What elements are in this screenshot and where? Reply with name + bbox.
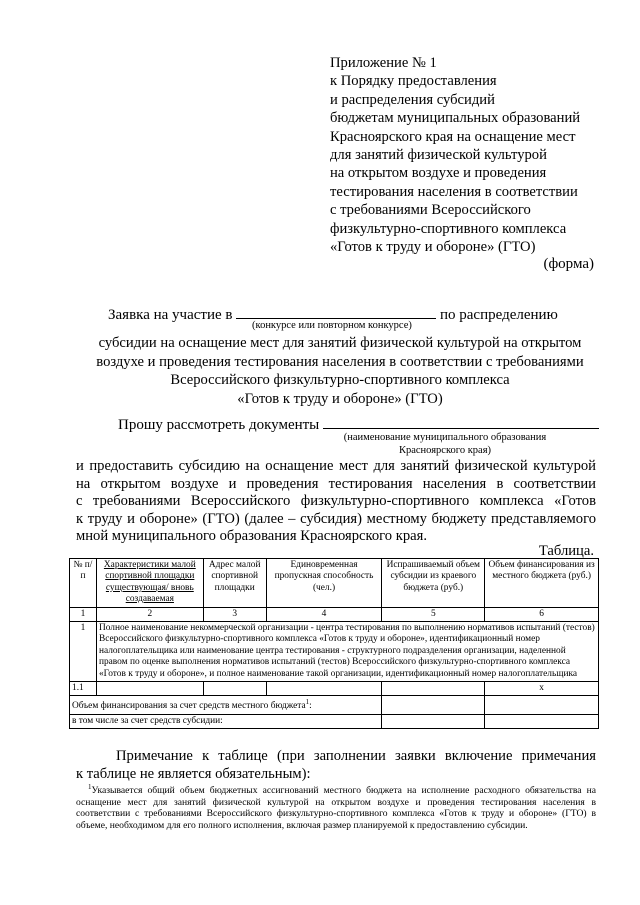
footnote-text: Указывается общий объем бюджетных ассигнований местного бюджета на исполнение расходного обязательства на оснащение мест для занятий физической культурой на открытом воздухе и проведения тестирования населения в соответствии с требованиями Всероссийского физкультурно-спортивного комплекса «Готов к труду и обороне» (ГТО) в объеме, необходимом для его полного исполнения, включая размер планируемой к предоставлению субсидии. xyxy=(76,785,596,831)
footnote-marker: 1 xyxy=(305,698,310,707)
table-row xyxy=(70,622,599,682)
appendix-line: и распределения субсидий xyxy=(330,91,495,108)
subsidy-table xyxy=(69,558,599,729)
column-number: 4 xyxy=(266,607,382,621)
paragraph-line: к труду и обороне» (ГТО) (далее – субсидия) местному бюджету представляемого xyxy=(76,510,596,527)
appendix-line: Красноярского края на оснащение мест xyxy=(330,128,576,145)
note-heading xyxy=(76,748,596,783)
municipality-note-line: (наименование муниципального образования xyxy=(343,432,547,443)
paragraph-line: на открытом воздухе и проведения тестирования населения в соответствии xyxy=(76,475,596,492)
row-number: 1 xyxy=(70,622,97,682)
total-row xyxy=(70,696,599,715)
table-header-row xyxy=(70,559,599,608)
header-cell: Единовременная пропускная способность (чел.) xyxy=(266,559,382,608)
table-cell-x: х xyxy=(485,682,599,696)
application-line: воздухе и проведения тестирования населения в соответствии с требованиями xyxy=(96,353,584,370)
municipality-field[interactable] xyxy=(323,414,599,429)
request-prefix: Прошу рассмотреть документы xyxy=(118,417,320,433)
appendix-line: с требованиями Всероссийского xyxy=(330,202,531,219)
total-label-colon: : xyxy=(309,701,312,712)
municipality-note xyxy=(300,432,590,457)
contest-note: (конкурсе или повторном конкурсе) xyxy=(252,320,412,331)
table-cell[interactable] xyxy=(96,682,203,696)
table-cell[interactable] xyxy=(382,715,485,729)
column-number: 6 xyxy=(485,607,599,621)
appendix-line: физкультурно-спортивного комплекса xyxy=(330,220,567,237)
column-number: 3 xyxy=(203,607,266,621)
contest-type-field[interactable] xyxy=(236,304,436,319)
header-cell: Объем финансирования из местного бюджета (руб.) xyxy=(485,559,599,608)
table-label: Таблица. xyxy=(538,543,594,559)
organization-description: Полное наименование некоммерческой организации - центра тестирования по выполнению нормативов испытаний (тестов) Всероссийского физкультурно-спортивного комплекса «Готов к труду и обороне», идентификационный номер налогоплательщика или наименование центра тестирования - структурного подразделения организации, наделенной правом по оценке выполнения нормативов испытаний (тестов) Всероссийского физкультурно-спортивного комплекса «Готов к труду и обороне», и полное наименование такой организации, идентификационный номер налогоплательщика xyxy=(96,622,598,682)
application-suffix: по распределению xyxy=(440,307,558,323)
municipality-note-line: Красноярского края) xyxy=(398,444,492,456)
column-number: 2 xyxy=(96,607,203,621)
header-cell: Адрес малой спортивной площадки xyxy=(203,559,266,608)
form-label: (форма) xyxy=(543,256,594,272)
table-cell[interactable] xyxy=(485,715,599,729)
appendix-line: к Порядку предоставления xyxy=(330,73,497,90)
appendix-line: бюджетам муниципальных образований xyxy=(330,110,581,127)
application-line: субсидии на оснащение мест для занятий физической культурой на открытом xyxy=(98,335,582,351)
subsidy-row xyxy=(70,715,599,729)
application-prefix: Заявка на участие в xyxy=(108,307,233,323)
header-cell: № п/п xyxy=(70,559,97,608)
appendix-line: Приложение № 1 xyxy=(330,55,437,71)
total-label xyxy=(70,696,382,715)
column-number: 5 xyxy=(382,607,485,621)
table-cell[interactable] xyxy=(382,682,485,696)
subsidy-label: в том числе за счет средств субсидии: xyxy=(70,715,382,729)
paragraph-line: и предоставить субсидию на оснащение мест для занятий физической культурой xyxy=(76,458,596,474)
appendix-line: для занятий физической культурой xyxy=(330,147,547,164)
application-line: Всероссийского физкультурно-спортивного комплекса xyxy=(170,372,510,388)
appendix-header xyxy=(330,54,630,256)
table-cell[interactable] xyxy=(382,696,485,715)
table-cell[interactable] xyxy=(485,696,599,715)
header-cell: Характеристики малой спортивной площадки существующая/ вновь создаваемая xyxy=(96,559,203,608)
appendix-line: «Готов к труду и обороне» (ГТО) xyxy=(330,239,536,256)
request-paragraph xyxy=(76,458,596,546)
footnote-number: 1 xyxy=(88,783,92,791)
paragraph-line: мной муниципального образования Красноярского края. xyxy=(76,528,427,545)
note-heading-line: к таблице не является обязательным): xyxy=(76,765,311,782)
note-heading-line: Примечание к таблице (при заполнении заявки включение примечания xyxy=(116,748,596,764)
total-label-text: Объем финансирования за счет средств местного бюджета xyxy=(72,701,306,712)
application-line: «Готов к труду и обороне» (ГТО) xyxy=(237,390,443,407)
table-row xyxy=(70,682,599,696)
column-number-row xyxy=(70,607,599,621)
appendix-line: на открытом воздухе и проведения xyxy=(330,165,547,182)
row-number: 1.1 xyxy=(70,682,97,696)
footnote xyxy=(76,782,596,832)
request-line xyxy=(118,414,599,434)
paragraph-line: с требованиями Всероссийского физкультурно-спортивного комплекса «Готов xyxy=(76,493,596,510)
appendix-line: тестирования населения в соответствии xyxy=(330,183,578,200)
application-body xyxy=(60,334,620,408)
table-cell[interactable] xyxy=(203,682,266,696)
table-cell[interactable] xyxy=(266,682,382,696)
column-number: 1 xyxy=(70,607,97,621)
header-cell: Испрашиваемый объем субсидии из краевого бюджета (руб.) xyxy=(382,559,485,608)
